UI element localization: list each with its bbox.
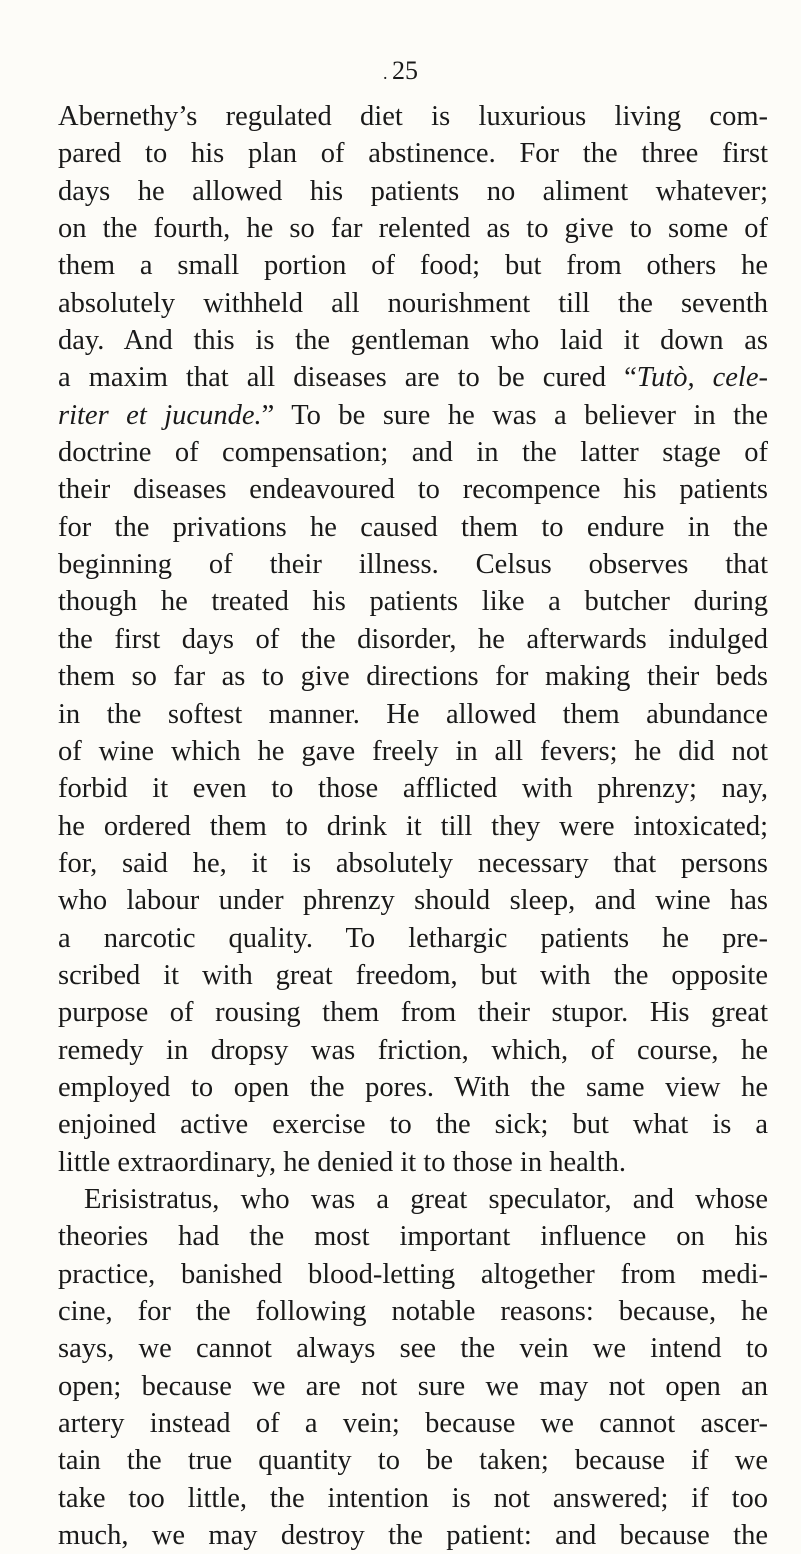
text-line: forbid it even to those afflicted with phrenzy; nay,	[58, 773, 768, 805]
text-line: Abernethy’s regulated diet is luxurious living com-	[58, 101, 768, 132]
text-line: tain the true quantity to be taken; because if we	[58, 1445, 768, 1477]
text-line: employed to open the pores. With the same view he	[58, 1071, 768, 1103]
text-line-with-quote	[58, 359, 768, 396]
text-line: scribed it with great freedom, but with the opposite	[58, 959, 768, 991]
text-line: purpose of rousing them from their stupor. His great	[58, 997, 768, 1029]
text-line: pared to his plan of abstinence. For the three first	[58, 138, 768, 170]
text-line: cine, for the following notable reasons: because, he	[58, 1296, 768, 1327]
text-line: enjoined active exercise to the sick; but what is a	[58, 1109, 768, 1141]
text-line: on the fourth, he so far relented as to give to some of	[58, 213, 768, 245]
text-line: for, said he, it is absolutely necessary that persons	[58, 847, 768, 879]
text-segment: a maxim that all diseases are to be cured “	[58, 362, 637, 394]
text-line: a narcotic quality. To lethargic patients he pre-	[58, 922, 768, 954]
latin-quote-cont: riter et jucunde.	[58, 399, 262, 431]
paragraph-start: Erisistratus, who was a great speculator, and whose	[84, 1183, 768, 1215]
text-line: the first days of the disorder, he afterwards indulged	[58, 623, 768, 655]
text-line: open; because we are not sure we may not open an	[58, 1370, 768, 1402]
text-line: remedy in dropsy was friction, which, of course, he	[58, 1034, 768, 1066]
text-line-with-quote	[58, 397, 768, 434]
text-line: says, we cannot always see the vein we intend to	[58, 1333, 768, 1365]
latin-quote: Tutò, cele-	[636, 362, 768, 394]
text-line: theories had the most important influence on his	[58, 1221, 768, 1253]
text-line: in the softest manner. He allowed them abundance	[58, 698, 768, 730]
text-line: of wine which he gave freely in all fevers; he did not	[58, 735, 768, 767]
text-line: beginning of their illness. Celsus observes that	[58, 549, 768, 581]
text-line: little extraordinary, he denied it to those in health.	[58, 1146, 626, 1178]
text-line: though he treated his patients like a butcher during	[58, 586, 768, 618]
text-line: take too little, the intention is not answered; if too	[58, 1482, 768, 1514]
text-line: doctrine of compensation; and in the latter stage of	[58, 437, 768, 469]
text-line: their diseases endeavoured to recompence his patients	[58, 474, 768, 506]
text-line: absolutely withheld all nourishment till the seventh	[58, 287, 768, 319]
text-line: he ordered them to drink it till they were intoxicated;	[58, 810, 768, 842]
text-line: them so far as to give directions for making their beds	[58, 661, 768, 693]
text-line: practice, banished blood-letting altogether from medi-	[58, 1258, 768, 1290]
text-line: day. And this is the gentleman who laid it down as	[58, 325, 768, 357]
page-number: . 25	[0, 56, 801, 86]
text-line: much, we may destroy the patient: and because the	[58, 1520, 768, 1552]
text-line: artery instead of a vein; because we cannot ascer-	[58, 1408, 768, 1440]
close-quote: ”	[261, 399, 275, 431]
text-line: who labour under phrenzy should sleep, and wine has	[58, 885, 768, 917]
text-line: days he allowed his patients no aliment whatever;	[58, 175, 768, 207]
text-line: for the privations he caused them to endure in the	[58, 511, 768, 543]
text-line: them a small portion of food; but from others he	[58, 250, 768, 282]
body-text	[58, 98, 768, 1554]
text-segment: To be sure he was a believer in the	[291, 399, 768, 431]
